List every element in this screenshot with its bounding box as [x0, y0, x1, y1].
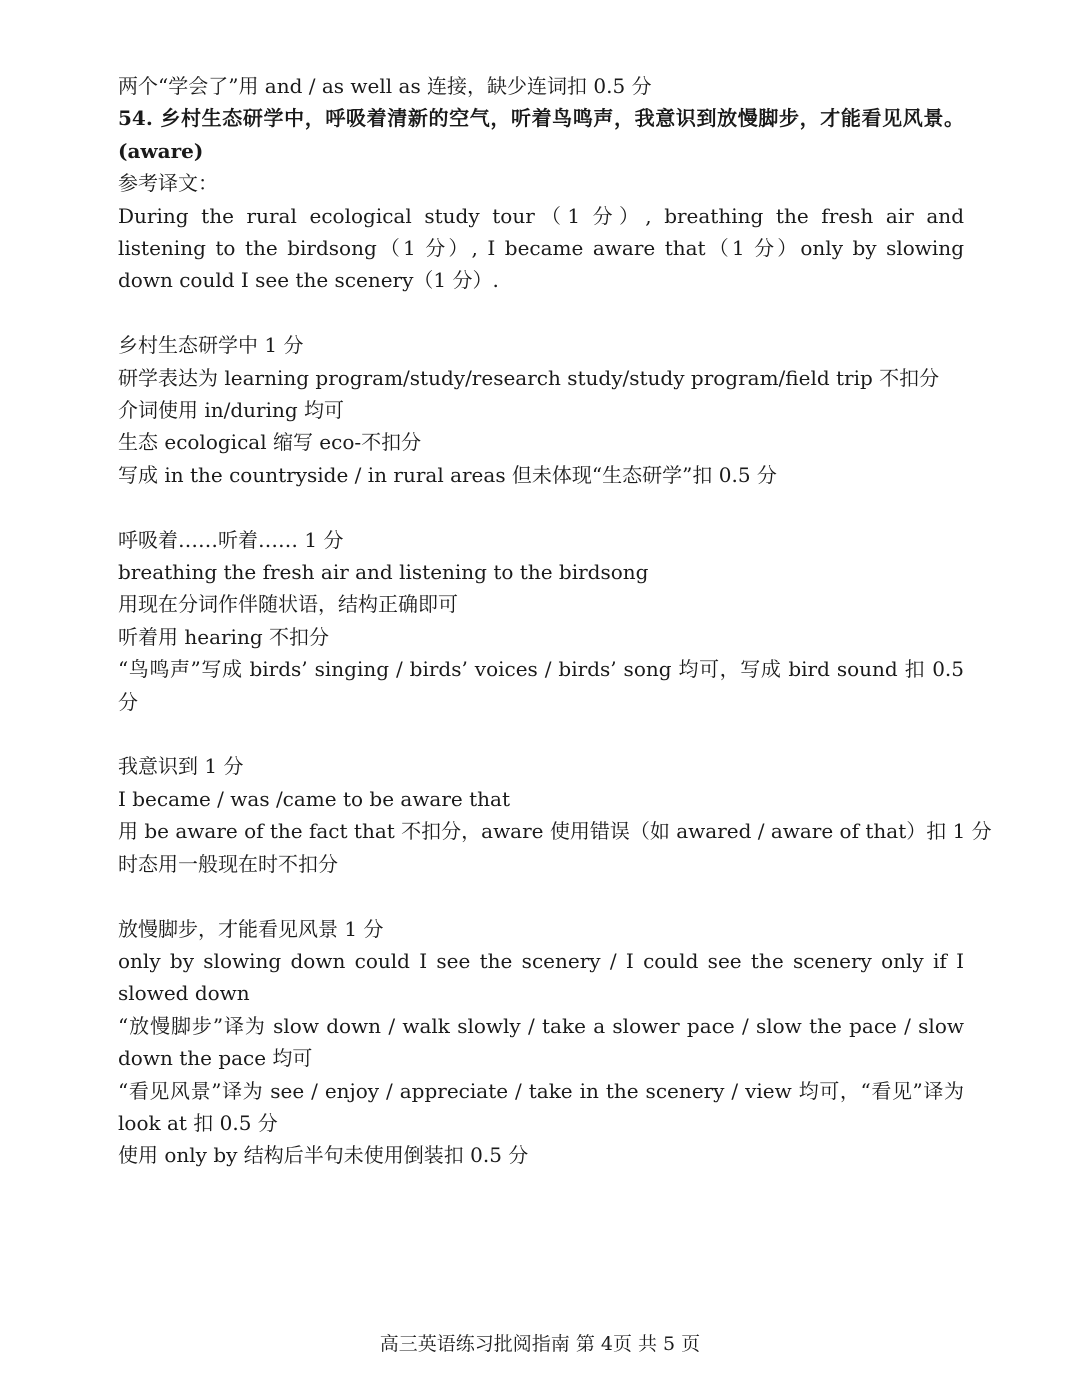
text-line: breathing the fresh air and listening to the birdsong	[118, 560, 649, 585]
text-line: 用现在分词作伴随状语，结构正确即可	[118, 592, 458, 617]
reference-translation: During the rural ecological study tour（1 分）, breathing the fresh air and listening to the birdsong（1 分）, I became aware that（1 分）only by slowing down could I see the scenery（1 分）.	[118, 203, 964, 293]
paragraph-gap	[118, 491, 964, 523]
text-line: I became / was /came to be aware that	[118, 786, 510, 811]
text-line: only by slowing down could I see the scenery / I could see the scenery only if I slowed down	[118, 948, 964, 1006]
text-line: 生态 ecological 缩写 eco-不扣分	[118, 430, 422, 455]
text-line: 用 be aware of the fact that 不扣分，aware 使用错误（如 awared / aware of that）扣 1 分	[118, 819, 992, 844]
section-heading: 放慢脚步，才能看见风景 1 分	[118, 916, 384, 941]
reference-label: 参考译文：	[118, 171, 218, 196]
section-heading: 我意识到 1 分	[118, 754, 244, 779]
text-line: 两个“学会了”用 and / as well as 连接，缺少连词扣 0.5 分	[118, 74, 652, 98]
text-line: 介词使用 in/during 均可	[118, 398, 345, 423]
document-body	[118, 70, 992, 1172]
text-line: 听着用 hearing 不扣分	[118, 624, 329, 649]
text-line: 写成 in the countryside / in rural areas 但未体现“生态研学”扣 0.5 分	[118, 462, 777, 487]
text-line: 使用 only by 结构后半句未使用倒装扣 0.5 分	[118, 1143, 529, 1168]
text-line: “看见风景”译为 see / enjoy / appreciate / take in the scenery / view 均可，“看见”译为 look at 扣 0.5 分	[118, 1078, 964, 1135]
text-line: 时态用一般现在时不扣分	[118, 851, 338, 876]
paragraph-gap	[118, 880, 964, 912]
paragraph-gap	[118, 718, 964, 750]
text-line: “放慢脚步”译为 slow down / walk slowly / take a slower pace / slow the pace / slow down the pace 均可	[118, 1013, 964, 1071]
question-54: 54. 乡村生态研学中，呼吸着清新的空气，听着鸟鸣声，我意识到放慢脚步，才能看见风景。(aware)	[118, 106, 964, 163]
section-heading: 乡村生态研学中 1 分	[118, 333, 304, 358]
page-footer: 高三英语练习批阅指南 第 4页 共 5 页	[379, 1333, 701, 1355]
section-heading: 呼吸着……听着…… 1 分	[118, 527, 344, 552]
text-line: 研学表达为 learning program/study/research study/study program/field trip 不扣分	[118, 365, 940, 390]
paragraph-gap	[118, 297, 964, 329]
text-line: “鸟鸣声”写成 birds’ singing / birds’ voices / birds’ song 均可，写成 bird sound 扣 0.5 分	[118, 657, 964, 714]
